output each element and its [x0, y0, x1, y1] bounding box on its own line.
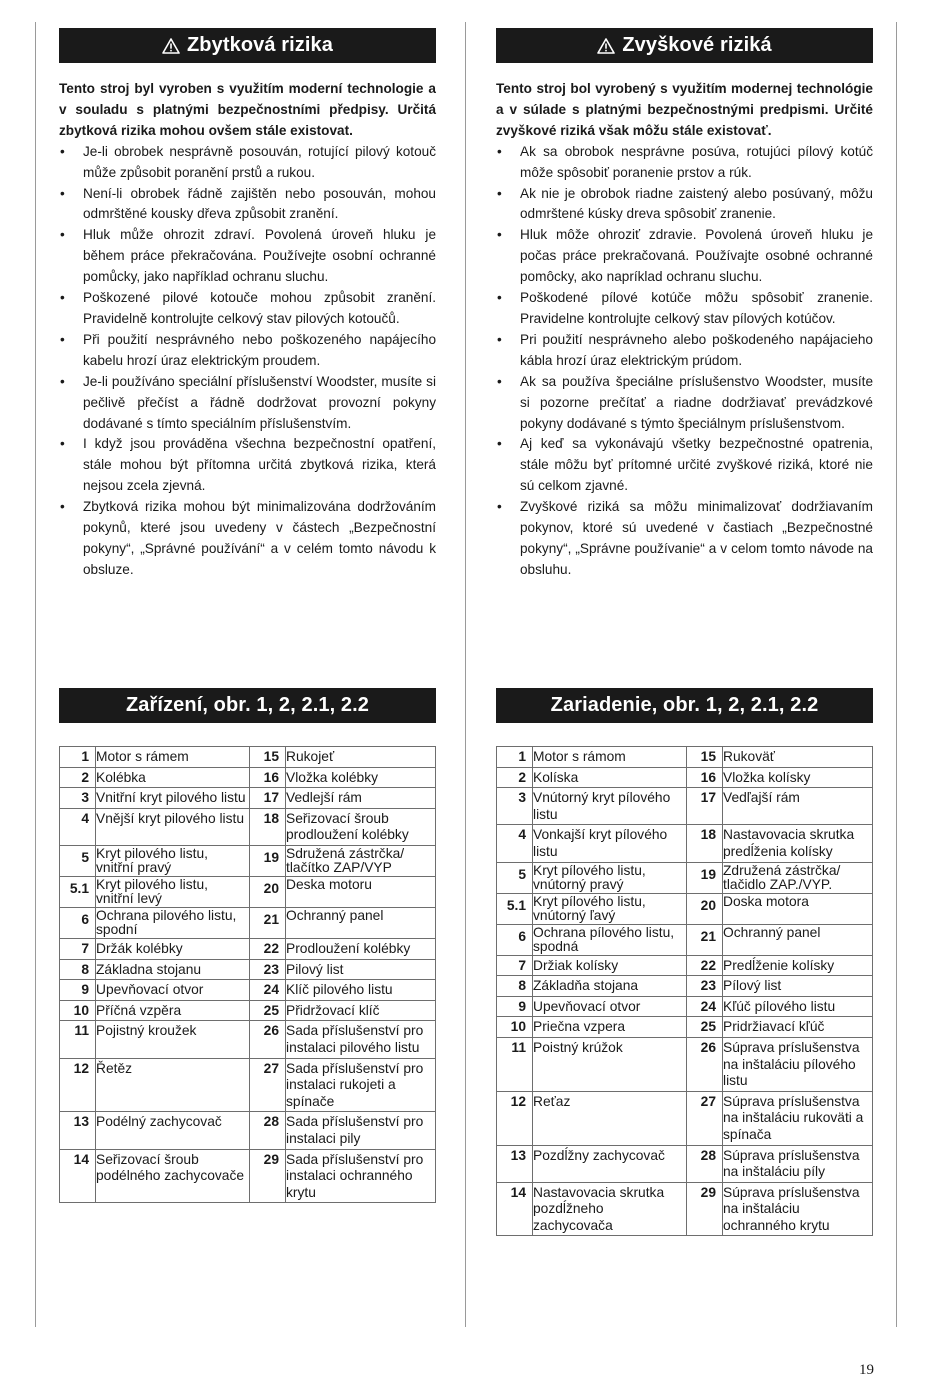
part-number: 20 — [250, 876, 286, 907]
part-number: 9 — [60, 980, 96, 1001]
part-number: 26 — [250, 1021, 286, 1058]
part-number: 4 — [60, 808, 96, 845]
part-number: 17 — [250, 788, 286, 809]
part-name: Vložka kolébky — [286, 767, 436, 788]
part-name: Reťaz — [533, 1091, 687, 1145]
table-row — [60, 876, 436, 907]
part-number: 10 — [497, 1017, 533, 1038]
risk-text — [496, 79, 873, 581]
page-number: 19 — [859, 1362, 874, 1378]
part-name: Držák kolébky — [96, 938, 250, 959]
part-name: Sada příslušenství pro instalaci ochranného krytu — [286, 1149, 436, 1203]
part-name: Přidržovací klíč — [286, 1000, 436, 1021]
table-row — [60, 1058, 436, 1112]
table-row — [497, 924, 873, 955]
part-number: 5.1 — [497, 893, 533, 924]
part-number: 1 — [497, 747, 533, 768]
part-name: Sada příslušenství pro instalaci pilového listu — [286, 1021, 436, 1058]
part-number: 15 — [687, 747, 723, 768]
part-name: Ochranný panel — [723, 924, 873, 955]
part-number: 17 — [687, 788, 723, 825]
risk-item: • Hluk môže ohroziť zdravie. Povolená úroveň hluku je počas práce prekračovaná. Používajte osobné ochranné pomôcky, ako napríklad ochranu sluchu. — [496, 225, 873, 288]
part-number: 5 — [60, 845, 96, 876]
residual-risks-cz — [59, 28, 436, 581]
risk-item: • Hluk může ohrozit zdraví. Povolená úroveň hluku je během práce překračována. Používejte osobní ochranné pomůcky, jako například ochranu sluchu. — [59, 225, 436, 288]
part-name: Pridržiavací kľúč — [723, 1017, 873, 1038]
table-row — [60, 747, 436, 768]
risk-intro: Tento stroj byl vyroben s využitím moderní technologie a v souladu s platnými bezpečnostními předpisy. Určitá zbytková rizika mohou ovšem stále existovat. — [59, 81, 436, 138]
equipment-sk — [496, 688, 873, 1236]
table-row — [60, 938, 436, 959]
equipment-heading — [59, 688, 436, 723]
part-number: 25 — [687, 1017, 723, 1038]
risk-item: • I když jsou prováděna všechna bezpečnostní opatření, stále mohou být přítomna určitá zbytková rizika, která nejsou zcela zjevná. — [59, 434, 436, 497]
part-number: 3 — [497, 788, 533, 825]
table-row — [497, 1037, 873, 1091]
part-number: 11 — [60, 1021, 96, 1058]
table-row — [497, 955, 873, 976]
part-number: 26 — [687, 1037, 723, 1091]
part-name: Držiak kolísky — [533, 955, 687, 976]
part-name: Vedlejší rám — [286, 788, 436, 809]
part-name: Vedľajší rám — [723, 788, 873, 825]
part-name: Sdružená zástrčka/ tlačítko ZAP/VYP — [286, 845, 436, 876]
table-row — [60, 1149, 436, 1203]
part-number: 13 — [497, 1145, 533, 1182]
part-number: 1 — [60, 747, 96, 768]
part-number: 7 — [60, 938, 96, 959]
risk-item: • Poškodené pílové kotúče môžu spôsobiť zranenie. Pravidelne kontrolujte celkový stav pílových kotúčov. — [496, 288, 873, 330]
part-name: Pozdĺžny zachycovač — [533, 1145, 687, 1182]
risk-item: • Aj keď sa vykonávajú všetky bezpečnostné opatrenia, stále môžu byť prítomné určité zvyškové riziká, ktoré nie sú celkom zjavné. — [496, 434, 873, 497]
part-number: 27 — [250, 1058, 286, 1112]
table-row — [60, 980, 436, 1001]
table-row — [60, 788, 436, 809]
part-name: Kolíska — [533, 767, 687, 788]
risk-item: • Při použití nesprávného nebo poškozeného napájecího kabelu hrozí úraz elektrickým proudem. — [59, 330, 436, 372]
part-name: Deska motoru — [286, 876, 436, 907]
table-row — [497, 862, 873, 893]
part-number: 6 — [497, 924, 533, 955]
risk-item: • Ak sa obrobok nesprávne posúva, rotujúci pílový kotúč môže spôsobiť poranenie prstov a rúk. — [496, 142, 873, 184]
part-name: Prodloužení kolébky — [286, 938, 436, 959]
part-number: 28 — [250, 1112, 286, 1149]
part-name: Základňa stojana — [533, 976, 687, 997]
warning-triangle-icon — [597, 38, 615, 54]
part-name: Združená zástrčka/ tlačidlo ZAP./VYP. — [723, 862, 873, 893]
part-name: Motor s rámem — [96, 747, 250, 768]
section-heading-text: Zvyškové riziká — [622, 34, 772, 56]
table-row — [60, 1000, 436, 1021]
risk-list — [496, 142, 873, 581]
parts-table — [496, 746, 873, 1236]
equipment-cz — [59, 688, 436, 1203]
part-name: Ochrana pílového listu, spodná — [533, 924, 687, 955]
part-name: Řetěz — [96, 1058, 250, 1112]
risk-intro: Tento stroj bol vyrobený s využitím modernej technológie a v súlade s platnými bezpečnostnými predpismi. Určité zvyškové riziká však môžu stále existovať. — [496, 81, 873, 138]
part-name: Doska motora — [723, 893, 873, 924]
part-number: 22 — [250, 938, 286, 959]
table-row — [497, 976, 873, 997]
part-name: Kryt pilového listu, vnitřní pravý — [96, 845, 250, 876]
part-number: 11 — [497, 1037, 533, 1091]
part-number: 8 — [497, 976, 533, 997]
part-number: 19 — [687, 862, 723, 893]
part-number: 5 — [497, 862, 533, 893]
part-number: 24 — [250, 980, 286, 1001]
part-name: Pojistný kroužek — [96, 1021, 250, 1058]
part-name: Poistný krúžok — [533, 1037, 687, 1091]
part-name: Klíč pilového listu — [286, 980, 436, 1001]
part-name: Příčná vzpěra — [96, 1000, 250, 1021]
part-number: 21 — [250, 907, 286, 938]
table-row — [497, 747, 873, 768]
part-name: Predĺženie kolísky — [723, 955, 873, 976]
part-name: Kryt pílového listu, vnútorný pravý — [533, 862, 687, 893]
part-name: Vložka kolísky — [723, 767, 873, 788]
table-row — [497, 825, 873, 862]
part-number: 16 — [250, 767, 286, 788]
part-number: 4 — [497, 825, 533, 862]
part-number: 2 — [60, 767, 96, 788]
part-name: Rukoväť — [723, 747, 873, 768]
table-row — [60, 959, 436, 980]
part-name: Podélný zachycovač — [96, 1112, 250, 1149]
part-name: Motor s rámom — [533, 747, 687, 768]
part-number: 5.1 — [60, 876, 96, 907]
part-name: Upevňovací otvor — [533, 996, 687, 1017]
part-name: Základna stojanu — [96, 959, 250, 980]
part-name: Nastavovacia skrutka pozdĺžneho zachycovača — [533, 1182, 687, 1236]
equipment-heading-text: Zařízení, obr. 1, 2, 2.1, 2.2 — [125, 694, 369, 716]
risk-item: • Pri použití nesprávneho alebo poškodeného napájacieho kábla hrozí úraz elektrickým prúdom. — [496, 330, 873, 372]
part-number: 28 — [687, 1145, 723, 1182]
table-row — [497, 1091, 873, 1145]
part-name: Vnútorný kryt pílového listu — [533, 788, 687, 825]
part-name: Kolébka — [96, 767, 250, 788]
risk-item: • Není-li obrobek řádně zajištěn nebo posouván, mohou odmrštěné kousky dřeva způsobit zranění. — [59, 184, 436, 226]
part-number: 19 — [250, 845, 286, 876]
part-number: 27 — [687, 1091, 723, 1145]
part-name: Priečna vzpera — [533, 1017, 687, 1038]
part-number: 16 — [687, 767, 723, 788]
warning-triangle-icon — [162, 38, 180, 54]
table-row — [497, 788, 873, 825]
column-divider-left — [35, 22, 36, 1327]
part-name: Sada příslušenství pro instalaci pily — [286, 1112, 436, 1149]
equipment-heading — [496, 688, 873, 723]
part-number: 23 — [687, 976, 723, 997]
column-divider-right — [896, 22, 897, 1327]
part-number: 9 — [497, 996, 533, 1017]
risk-item: • Zvyškové riziká sa môžu minimalizovať dodržiavaním pokynov, ktoré sú uvedené v častiach „Bezpečnostné pokyny“, „Správne používanie“ a v celom tomto návode na obsluhu. — [496, 497, 873, 581]
section-heading — [496, 28, 873, 63]
part-name: Súprava príslušenstva na inštaláciu píly — [723, 1145, 873, 1182]
part-number: 12 — [60, 1058, 96, 1112]
risk-item: • Ak nie je obrobok riadne zaistený alebo posúvaný, môžu odmrštené kúsky dreva spôsobiť zranenie. — [496, 184, 873, 226]
part-number: 10 — [60, 1000, 96, 1021]
equipment-heading-text: Zariadenie, obr. 1, 2, 2.1, 2.2 — [550, 694, 819, 716]
part-name: Súprava príslušenstva na inštaláciu rukoväti a spínača — [723, 1091, 873, 1145]
part-number: 29 — [687, 1182, 723, 1236]
table-row — [60, 808, 436, 845]
table-row — [60, 845, 436, 876]
residual-risks-sk — [496, 28, 873, 581]
part-number: 24 — [687, 996, 723, 1017]
part-number: 29 — [250, 1149, 286, 1203]
part-number: 18 — [687, 825, 723, 862]
part-name: Pilový list — [286, 959, 436, 980]
part-number: 14 — [60, 1149, 96, 1203]
part-number: 13 — [60, 1112, 96, 1149]
part-name: Sada příslušenství pro instalaci rukojeti a spínače — [286, 1058, 436, 1112]
part-name: Kľúč pílového listu — [723, 996, 873, 1017]
part-number: 25 — [250, 1000, 286, 1021]
part-number: 6 — [60, 907, 96, 938]
column-divider-center — [465, 22, 466, 1327]
table-row — [60, 907, 436, 938]
risk-item: • Je-li používáno speciální příslušenství Woodster, musíte si pečlivě přečíst a řádně dodržovat provozní pokyny dodávané s tímto speciálním příslušenstvím. — [59, 372, 436, 435]
table-row — [497, 893, 873, 924]
table-row — [60, 767, 436, 788]
part-name: Seřizovací šroub podélného zachycovače — [96, 1149, 250, 1203]
part-name: Upevňovací otvor — [96, 980, 250, 1001]
risk-item: • Ak sa používa špeciálne príslušenstvo Woodster, musíte si pozorne prečítať a riadne dodržiavať prevádzkové pokyny dodávané s týmto špeciálnym príslušenstvom. — [496, 372, 873, 435]
part-number: 2 — [497, 767, 533, 788]
table-row — [60, 1021, 436, 1058]
part-name: Vnitřní kryt pilového listu — [96, 788, 250, 809]
risk-list — [59, 142, 436, 581]
part-number: 20 — [687, 893, 723, 924]
part-name: Kryt pilového listu, vnitřní levý — [96, 876, 250, 907]
table-row — [497, 1145, 873, 1182]
part-number: 21 — [687, 924, 723, 955]
risk-item: • Zbytková rizika mohou být minimalizována dodržováním pokynů, které jsou uvedeny v částech „Bezpečnostní pokyny“, „Správné používání“ a v celém tomto návodu k obsluze. — [59, 497, 436, 581]
part-number: 23 — [250, 959, 286, 980]
part-number: 8 — [60, 959, 96, 980]
part-name: Seřizovací šroub prodloužení kolébky — [286, 808, 436, 845]
parts-table — [59, 746, 436, 1203]
part-name: Pílový list — [723, 976, 873, 997]
table-row — [497, 996, 873, 1017]
part-number: 22 — [687, 955, 723, 976]
part-name: Vonkajší kryt pílového listu — [533, 825, 687, 862]
table-row — [497, 767, 873, 788]
table-row — [60, 1112, 436, 1149]
part-number: 7 — [497, 955, 533, 976]
part-name: Vnější kryt pilového listu — [96, 808, 250, 845]
part-number: 18 — [250, 808, 286, 845]
part-name: Nastavovacia skrutka predĺženia kolísky — [723, 825, 873, 862]
part-name: Ochranný panel — [286, 907, 436, 938]
part-name: Ochrana pilového listu, spodní — [96, 907, 250, 938]
risk-text — [59, 79, 436, 581]
section-heading — [59, 28, 436, 63]
part-name: Súprava príslušenstva na inštaláciu ochranného krytu — [723, 1182, 873, 1236]
part-number: 15 — [250, 747, 286, 768]
part-name: Rukojeť — [286, 747, 436, 768]
risk-item: • Je-li obrobek nesprávně posouván, rotující pilový kotouč může způsobit poranění prstů a rukou. — [59, 142, 436, 184]
part-number: 3 — [60, 788, 96, 809]
part-number: 12 — [497, 1091, 533, 1145]
section-heading-text: Zbytková rizika — [186, 34, 333, 56]
table-row — [497, 1017, 873, 1038]
risk-item: • Poškozené pilové kotouče mohou způsobit zranění. Pravidelně kontrolujte celkový stav pilových kotoučů. — [59, 288, 436, 330]
part-name: Súprava príslušenstva na inštaláciu pílového listu — [723, 1037, 873, 1091]
part-number: 14 — [497, 1182, 533, 1236]
table-row — [497, 1182, 873, 1236]
part-name: Kryt pílového listu, vnútorný ľavý — [533, 893, 687, 924]
